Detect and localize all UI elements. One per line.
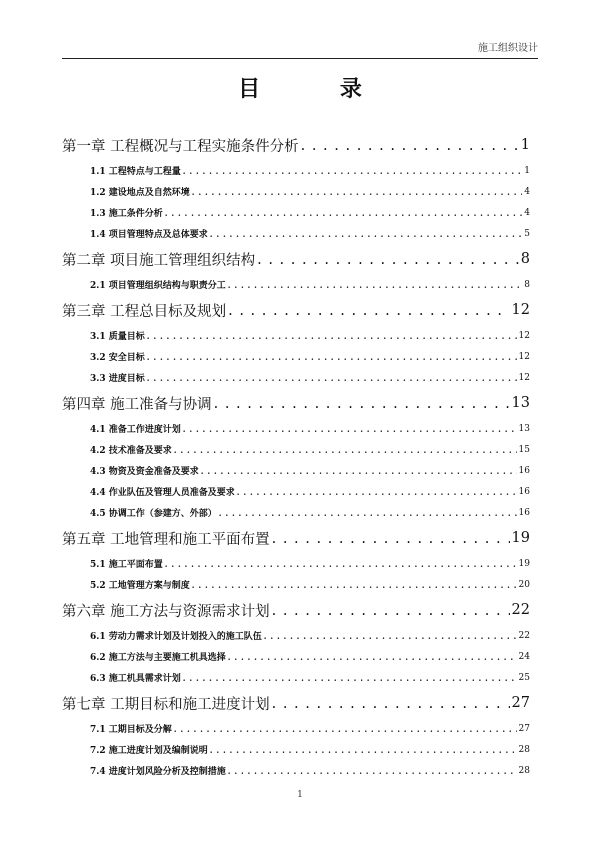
toc-dot-leader <box>210 229 522 239</box>
toc-entry-page: 19 <box>518 558 530 569</box>
toc-chapter-entry[interactable] <box>62 595 530 625</box>
toc-entry-label: 6.1 劳动力需求计划及计划投入的施工队伍 <box>90 632 262 642</box>
toc-entry-label: 1.4 项目管理特点及总体要求 <box>90 230 208 240</box>
toc-dot-leader <box>147 331 517 341</box>
toc-section-entry[interactable] <box>62 625 530 646</box>
toc-entry-label: 第六章 施工方法与资源需求计划 <box>62 603 270 620</box>
toc-entry-label: 3.2 安全目标 <box>90 353 145 363</box>
toc-section-entry[interactable] <box>62 460 530 481</box>
toc-section-entry[interactable] <box>62 739 530 760</box>
toc-entry-page: 12 <box>518 372 530 383</box>
toc-entry-page: 1 <box>524 165 530 176</box>
toc-entry-page: 28 <box>518 765 530 776</box>
toc-entry-page: 4 <box>524 207 530 218</box>
running-header <box>62 42 538 59</box>
toc-dot-leader <box>183 424 517 434</box>
toc-entry-page: 16 <box>518 465 530 476</box>
toc-entry-label: 第五章 工地管理和施工平面布置 <box>62 531 270 548</box>
toc-section-entry[interactable] <box>62 160 530 181</box>
page-number: 1 <box>297 790 303 800</box>
toc-entry-page: 22 <box>511 602 530 618</box>
toc-entry-page: 1 <box>520 137 530 153</box>
toc-section-entry[interactable] <box>62 367 530 388</box>
toc-dot-leader <box>165 208 522 218</box>
toc-entry-page: 19 <box>511 530 530 546</box>
toc-entry-page: 8 <box>524 279 530 290</box>
toc-entry-label: 4.1 准备工作进度计划 <box>90 425 181 435</box>
toc-dot-leader <box>228 280 522 290</box>
toc-section-entry[interactable] <box>62 574 530 595</box>
toc-dot-leader <box>201 466 517 476</box>
toc-dot-leader <box>228 652 517 662</box>
toc-entry-page: 16 <box>518 507 530 518</box>
toc-entry-label: 第二章 项目施工管理组织结构 <box>62 252 256 269</box>
toc-dot-leader <box>214 396 510 412</box>
toc-entry-label: 1.3 施工条件分析 <box>90 209 163 219</box>
toc-entry-label: 1.1 工程特点与工程量 <box>90 167 181 177</box>
toc-dot-leader <box>237 487 517 497</box>
toc-dot-leader <box>174 445 517 455</box>
toc-entry-label: 2.1 项目管理组织结构与职责分工 <box>90 281 226 291</box>
toc-entry-page: 27 <box>518 723 530 734</box>
toc-chapter-entry[interactable] <box>62 523 530 553</box>
toc-entry-page: 12 <box>518 330 530 341</box>
toc-dot-leader <box>272 603 510 619</box>
page-title: 目 录 <box>238 76 398 102</box>
toc-entry-label: 7.4 进度计划风险分析及控制措施 <box>90 767 226 777</box>
toc-section-entry[interactable] <box>62 202 530 223</box>
toc-entry-label: 4.3 物资及资金准备及要求 <box>90 467 199 477</box>
toc-entry-page: 24 <box>518 651 530 662</box>
toc-dot-leader <box>257 252 519 268</box>
toc-entry-label: 第四章 施工准备与协调 <box>62 396 212 413</box>
toc-chapter-entry[interactable] <box>62 244 530 274</box>
toc-section-entry[interactable] <box>62 481 530 502</box>
toc-dot-leader <box>165 559 517 569</box>
toc-entry-page: 22 <box>518 630 530 641</box>
toc-entry-page: 27 <box>511 695 530 711</box>
toc-dot-leader <box>147 373 517 383</box>
toc-entry-label: 6.2 施工方法与主要施工机具选择 <box>90 653 226 663</box>
toc-entry-label: 第三章 工程总目标及规划 <box>62 303 227 320</box>
toc-dot-leader <box>147 352 517 362</box>
toc-entry-page: 8 <box>520 251 530 267</box>
toc-section-entry[interactable] <box>62 760 530 781</box>
header-text: 施工组织设计 <box>478 43 538 54</box>
toc-chapter-entry[interactable] <box>62 130 530 160</box>
toc-section-entry[interactable] <box>62 346 530 367</box>
toc-entry-label: 4.5 协调工作（参建方、外部） <box>90 509 217 519</box>
toc-entry-label: 5.2 工地管理方案与制度 <box>90 581 190 591</box>
table-of-contents <box>62 130 530 781</box>
toc-section-entry[interactable] <box>62 223 530 244</box>
toc-dot-leader <box>228 766 517 776</box>
toc-dot-leader <box>264 631 517 641</box>
toc-section-entry[interactable] <box>62 418 530 439</box>
toc-section-entry[interactable] <box>62 502 530 523</box>
toc-entry-label: 7.2 施工进度计划及编制说明 <box>90 746 208 756</box>
toc-dot-leader <box>210 745 517 755</box>
toc-dot-leader <box>183 673 517 683</box>
toc-entry-label: 4.4 作业队伍及管理人员准备及要求 <box>90 488 235 498</box>
toc-chapter-entry[interactable] <box>62 688 530 718</box>
toc-entry-page: 4 <box>524 186 530 197</box>
toc-entry-label: 4.2 技术准备及要求 <box>90 446 172 456</box>
toc-entry-page: 12 <box>511 302 530 318</box>
toc-entry-page: 16 <box>518 486 530 497</box>
toc-section-entry[interactable] <box>62 181 530 202</box>
toc-entry-page: 15 <box>518 444 530 455</box>
toc-chapter-entry[interactable] <box>62 388 530 418</box>
toc-dot-leader <box>272 696 510 712</box>
toc-entry-page: 12 <box>518 351 530 362</box>
toc-entry-page: 13 <box>518 423 530 434</box>
toc-dot-leader <box>228 303 509 319</box>
toc-entry-page: 5 <box>524 228 530 239</box>
toc-section-entry[interactable] <box>62 667 530 688</box>
toc-section-entry[interactable] <box>62 325 530 346</box>
toc-dot-leader <box>219 508 517 518</box>
toc-entry-label: 第七章 工期目标和施工进度计划 <box>62 696 270 713</box>
toc-entry-label: 第一章 工程概况与工程实施条件分析 <box>62 138 299 155</box>
toc-entry-label: 7.1 工期目标及分解 <box>90 725 172 735</box>
toc-dot-leader <box>301 138 519 154</box>
toc-section-entry[interactable] <box>62 718 530 739</box>
toc-entry-page: 13 <box>511 395 530 411</box>
toc-dot-leader <box>183 166 522 176</box>
toc-dot-leader <box>192 580 517 590</box>
toc-entry-label: 3.3 进度目标 <box>90 374 145 384</box>
toc-entry-page: 25 <box>518 672 530 683</box>
toc-entry-page: 28 <box>518 744 530 755</box>
toc-dot-leader <box>174 724 517 734</box>
toc-entry-label: 1.2 建设地点及自然环境 <box>90 188 190 198</box>
toc-section-entry[interactable] <box>62 439 530 460</box>
toc-entry-label: 5.1 施工平面布置 <box>90 560 163 570</box>
toc-chapter-entry[interactable] <box>62 295 530 325</box>
toc-dot-leader <box>272 531 510 547</box>
toc-section-entry[interactable] <box>62 553 530 574</box>
toc-entry-label: 6.3 施工机具需求计划 <box>90 674 181 684</box>
toc-entry-page: 20 <box>518 579 530 590</box>
toc-dot-leader <box>192 187 522 197</box>
toc-section-entry[interactable] <box>62 646 530 667</box>
toc-entry-label: 3.1 质量目标 <box>90 332 145 342</box>
toc-section-entry[interactable] <box>62 274 530 295</box>
